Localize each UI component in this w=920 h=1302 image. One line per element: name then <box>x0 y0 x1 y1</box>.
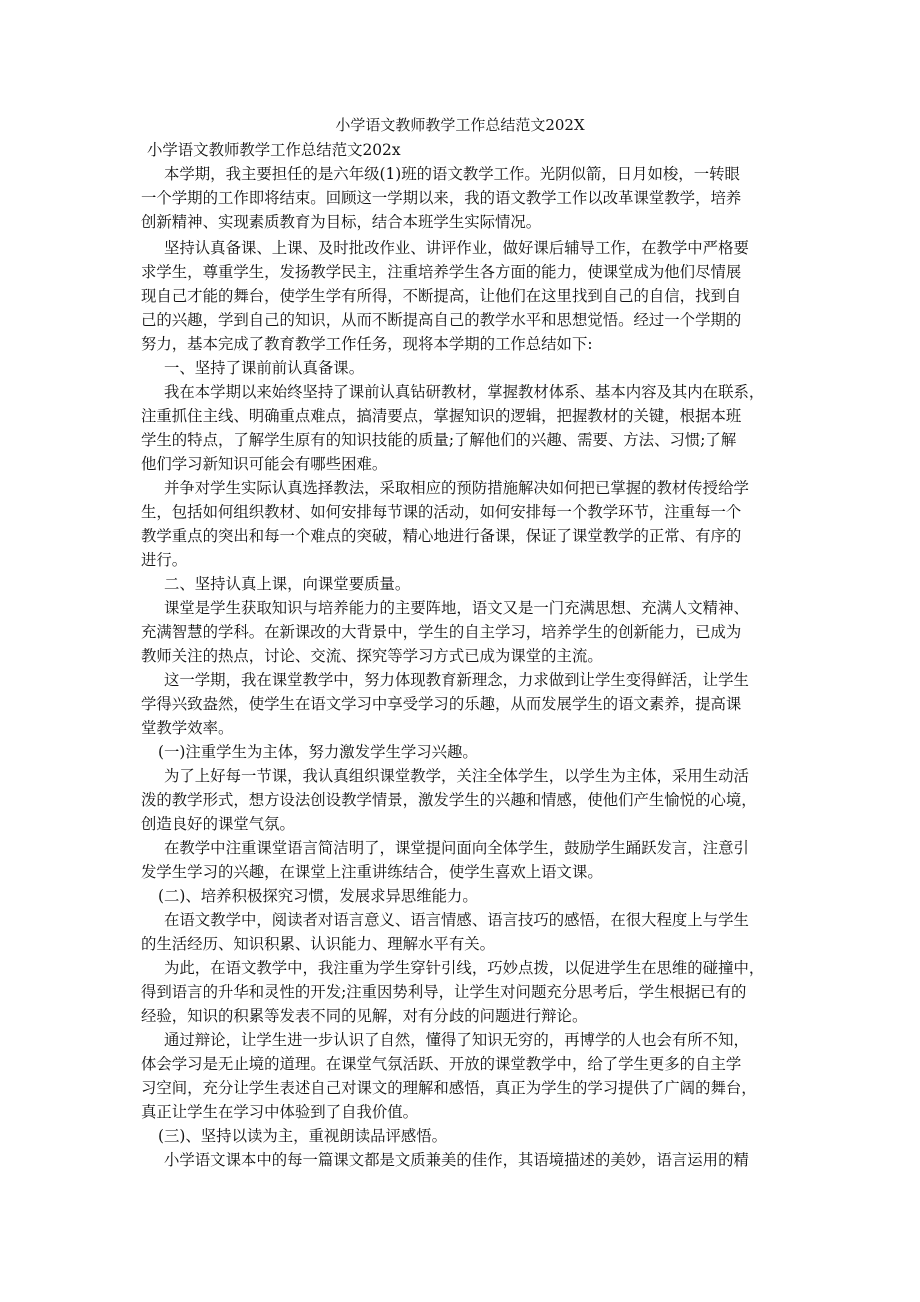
body-line: 本学期，我主要担任的是六年级(1)班的语文教学工作。光阴似箭，日月如梭，一转眼 <box>164 165 740 183</box>
section-heading: 二、坚持认真上课，向课堂要质量。 <box>164 575 411 593</box>
body-line: 在教学中注重课堂语言简洁明了，课堂提问面向全体学生，鼓励学生踊跃发言，注意引 <box>164 839 749 857</box>
body-line: 创造良好的课堂气氛。 <box>141 815 295 833</box>
body-line: 我在本学期以来始终坚持了课前认真钻研教材，掌握教材体系、基本内容及其内在联系， <box>164 383 765 401</box>
subtitle-line: 小学语文教师教学工作总结范文202x <box>147 141 401 159</box>
section-heading: 一、坚持了课前前认真备课。 <box>164 359 365 377</box>
body-line: 教师关注的热点，讨论、交流、探究等学习方式已成为课堂的主流。 <box>141 647 603 665</box>
body-line: 为了上好每一节课，我认真组织课堂教学，关注全体学生，以学生为主体，采用生动活 <box>164 767 749 785</box>
body-line: 习空间，充分让学生表述自己对课文的理解和感悟，真正为学生的学习提供了广阔的舞台， <box>141 1079 757 1097</box>
body-line: 体会学习是无止境的道理。在课堂气氛活跃、开放的课堂教学中，给了学生更多的自主学 <box>141 1055 742 1073</box>
body-line: 生，包括如何组织教材、如何安排每节课的活动，如何安排每一个教学环节，注重每一个 <box>141 503 742 521</box>
body-line: 现自己才能的舞台，使学生学有所得，不断提高，让他们在这里找到自己的自信，找到自 <box>141 287 742 305</box>
body-line: 课堂是学生获取知识与培养能力的主要阵地，语文又是一门充满思想、充满人文精神、 <box>164 599 749 617</box>
body-line: 学生的特点，了解学生原有的知识技能的质量;了解他们的兴趣、需要、方法、习惯;了解 <box>141 431 737 449</box>
body-line: 这一学期，我在课堂教学中，努力体现教育新理念，力求做到让学生变得鲜活，让学生 <box>164 671 749 689</box>
body-line: 通过辩论，让学生进一步认识了自然，懂得了知识无穷的，再博学的人也会有所不知， <box>164 1031 749 1049</box>
body-line: 的生活经历、知识积累、认识能力、理解水平有关。 <box>141 935 495 953</box>
body-line: 得到语言的升华和灵性的开发;注重因势利导，让学生对问题充分思考后，学生根据已有的 <box>141 983 747 1001</box>
body-line: 坚持认真备课、上课、及时批改作业、讲评作业，做好课后辅导工作，在教学中严格要 <box>164 239 749 257</box>
document-title: 小学语文教师教学工作总结范文202X <box>335 116 585 134</box>
body-line: 努力，基本完成了教育教学工作任务，现将本学期的工作总结如下: <box>141 335 593 353</box>
body-line: 求学生，尊重学生，发扬教学民主，注重培养学生各方面的能力，使课堂成为他们尽情展 <box>141 263 742 281</box>
body-line: 进行。 <box>141 551 188 569</box>
subsection-heading: (二)、培养积极探究习惯，发展求异思维能力。 <box>158 887 478 905</box>
body-line: 在语文教学中，阅读者对语言意义、语言情感、语言技巧的感悟，在很大程度上与学生 <box>164 911 749 929</box>
body-line: 创新精神、实现素质教育为目标，结合本班学生实际情况。 <box>141 213 542 231</box>
body-line: 并争对学生实际认真选择教法，采取相应的预防措施解决如何把已掌握的教材传授给学 <box>164 479 749 497</box>
body-line: 己的兴趣，学到自己的知识，从而不断提高自己的教学水平和思想觉悟。经过一个学期的 <box>141 311 742 329</box>
body-line: 真正让学生在学习中体验到了自我价值。 <box>141 1103 419 1121</box>
body-line: 学得兴致盎然，使学生在语文学习中享受学习的乐趣，从而发展学生的语文素养，提高课 <box>141 695 742 713</box>
body-line: 他们学习新知识可能会有哪些困难。 <box>141 455 388 473</box>
body-line: 一个学期的工作即将结束。回顾这一学期以来，我的语文教学工作以改革课堂教学，培养 <box>141 189 742 207</box>
body-line: 堂教学效率。 <box>141 719 234 737</box>
body-line: 小学语文课本中的每一篇课文都是文质兼美的佳作，其语境描述的美妙，语言运用的精 <box>164 1151 749 1169</box>
body-line: 教学重点的突出和每一个难点的突破，精心地进行备课，保证了课堂教学的正常、有序的 <box>141 527 742 545</box>
body-line: 发学生学习的兴趣，在课堂上注重讲练结合，使学生喜欢上语文课。 <box>141 863 603 881</box>
body-line: 经验，知识的积累等发表不同的见解，对有分歧的问题进行辩论。 <box>141 1007 588 1025</box>
body-line: 泼的教学形式，想方设法创设教学情景，激发学生的兴趣和情感，使他们产生愉悦的心境， <box>141 791 757 809</box>
body-line: 为此，在语文教学中，我注重为学生穿针引线，巧妙点拨，以促进学生在思维的碰撞中， <box>164 959 765 977</box>
body-line: 充满智慧的学科。在新课改的大背景中，学生的自主学习，培养学生的创新能力，已成为 <box>141 623 742 641</box>
subsection-heading: (三)、坚持以读为主，重视朗读品评感悟。 <box>158 1127 448 1145</box>
body-line: 注重抓住主线、明确重点难点，搞清要点，掌握知识的逻辑，把握教材的关键，根据本班 <box>141 407 742 425</box>
subsection-heading: (一)注重学生为主体，努力激发学生学习兴趣。 <box>158 743 478 761</box>
